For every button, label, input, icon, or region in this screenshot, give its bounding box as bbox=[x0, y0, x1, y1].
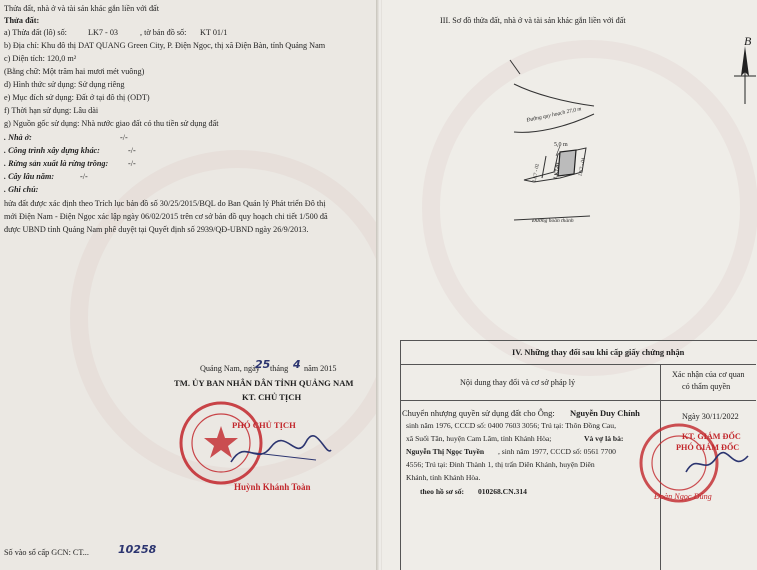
construction-value: -/- bbox=[128, 146, 136, 155]
usage-term: f) Thời hạn sử dụng: Lâu dài bbox=[4, 106, 99, 115]
registry-label: Số vào sổ cấp GCN: CT... bbox=[4, 548, 89, 557]
road-top-label: Đường quy hoạch 27,0 m bbox=[525, 106, 582, 124]
diagram-header: III. Sơ đồ thửa đất, nhà ở và tài sản khác gắn liền với đất bbox=[440, 16, 626, 25]
compass-arrow-icon bbox=[734, 46, 756, 106]
issue-date-year: năm 2015 bbox=[304, 364, 337, 373]
note-line-3: được UBND tỉnh Quảng Nam phê duyệt tại Quyết định số 2939/QĐ-UBND ngày 26/9/2013. bbox=[4, 225, 309, 234]
confirm-signature-icon bbox=[682, 448, 752, 480]
deputy-chairman-title: PHÓ CHỦ TỊCH bbox=[232, 420, 296, 430]
right-page bbox=[382, 0, 757, 570]
signer-name: Huỳnh Khánh Toàn bbox=[234, 482, 311, 492]
trees-label: . Cây lâu năm: bbox=[4, 172, 55, 181]
confirm-role-1: KT. GIÁM ĐỐC bbox=[682, 432, 741, 441]
authority-name: TM. ỦY BAN NHÂN DÂN TỈNH QUẢNG NAM bbox=[174, 378, 354, 388]
parcel-area: c) Diện tích: 120,0 m² bbox=[4, 54, 77, 63]
notes-label: . Ghi chú: bbox=[4, 185, 39, 194]
entry-line-2: sinh năm 1976, CCCD số: 0400 7603 3056; Trú tại: Thôn Đồng Cau, bbox=[406, 421, 616, 430]
signature-icon bbox=[226, 432, 336, 472]
changes-title: IV. Những thay đổi sau khi cấp giấy chứng nhận bbox=[512, 348, 685, 357]
column-confirm-header-2: có thẩm quyền bbox=[682, 382, 731, 391]
usage-origin: g) Nguồn gốc sử dụng: Nhà nước giao đất có thu tiền sử dụng đất bbox=[4, 119, 219, 128]
dossier-number: 010268.CN.314 bbox=[478, 487, 527, 496]
issue-date-month-label: tháng bbox=[270, 364, 289, 373]
table-divider bbox=[400, 364, 756, 365]
map-sheet-number: KT 01/1 bbox=[200, 28, 228, 37]
compass-north-label: B bbox=[744, 34, 752, 48]
usage-form: d) Hình thức sử dụng: Sử dụng riêng bbox=[4, 80, 125, 89]
entry-spouse-label: Và vợ là bà: bbox=[584, 434, 624, 443]
lot-current-label: LK7-03 bbox=[553, 162, 562, 180]
entry-line-4: , sinh năm 1977, CCCD số: 0561 7700 bbox=[498, 447, 616, 456]
forest-value: -/- bbox=[128, 159, 136, 168]
left-header: Thửa đất, nhà ở và tài sản khác gắn liền với đất bbox=[4, 4, 159, 13]
parcel-number: LK7 - 03 bbox=[88, 28, 119, 37]
parcel-number-label: a) Thửa đất (lô) số: bbox=[4, 28, 67, 37]
entry-line-6: Khánh, tỉnh Khánh Hòa. bbox=[406, 473, 481, 482]
dossier-label: theo hồ sơ số: bbox=[420, 487, 465, 496]
forest-label: . Rừng sản xuất là rừng trồng: bbox=[4, 159, 109, 168]
note-line-1: hửa đất được xác định theo Trích lục bản đồ số 30/25/2015/BQL do Ban Quản lý Phát triển Đô thị bbox=[4, 199, 326, 208]
signer-role: KT. CHỦ TỊCH bbox=[242, 392, 302, 402]
column-confirm-header-1: Xác nhận của cơ quan bbox=[672, 370, 745, 379]
entry-line-1-prefix: Chuyển nhượng quyền sử dụng đất cho Ông: bbox=[402, 408, 555, 418]
spouse-name: Nguyễn Thị Ngọc Tuyền bbox=[406, 447, 485, 456]
table-divider bbox=[400, 400, 756, 401]
construction-label: . Công trình xây dựng khác: bbox=[4, 146, 100, 155]
column-content-header: Nội dung thay đổi và cơ sở pháp lý bbox=[460, 378, 576, 387]
parcel-address: b) Địa chỉ: Khu đô thị DAT QUANG Green City, P. Điện Ngọc, thị xã Điện Bàn, tỉnh Quảng Nam bbox=[4, 41, 326, 50]
issue-month: 4 bbox=[293, 358, 301, 371]
section-parcel: Thửa đất: bbox=[4, 16, 40, 25]
issue-day: 25 bbox=[255, 358, 271, 371]
entry-line-3: xã Suối Tân, huyện Cam Lâm, tỉnh Khánh Hòa; bbox=[406, 434, 552, 443]
trees-value: -/- bbox=[80, 172, 88, 181]
map-sheet-label: , tờ bản đồ số: bbox=[140, 28, 187, 37]
usage-purpose: e) Mục đích sử dụng: Đất ở tại đô thị (ODT) bbox=[4, 93, 150, 102]
issue-date-prefix: Quảng Nam, ngày bbox=[200, 364, 260, 373]
buyer-name: Nguyễn Duy Chính bbox=[570, 408, 640, 418]
lot-right-label: LK7 - 04 bbox=[578, 157, 587, 177]
left-page bbox=[0, 0, 378, 570]
house-value: -/- bbox=[120, 133, 128, 142]
confirm-date: Ngày 30/11/2022 bbox=[682, 412, 739, 421]
registry-number: 10258 bbox=[118, 543, 157, 556]
note-line-2: mới Điện Nam - Điện Ngọc xác lập ngày 06/02/2015 trên cơ sở bản đồ quy hoạch chi tiết 1/500 đã bbox=[4, 212, 328, 221]
dimension-top: 5,0 m bbox=[554, 142, 568, 148]
entry-line-5: 4556; Trú tại: Đinh Thành 1, thị trấn Diên Khánh, huyện Diên bbox=[406, 460, 595, 469]
house-label: . Nhà ở: bbox=[4, 133, 32, 142]
parcel-area-words: (Bằng chữ: Một trăm hai mươi mét vuông) bbox=[4, 67, 145, 76]
lot-left-label: LK7 - 02 bbox=[532, 163, 541, 183]
parcel-sketch bbox=[494, 44, 634, 230]
confirm-role-2: PHÓ GIÁM ĐỐC bbox=[676, 443, 740, 452]
confirm-signer-name: Đoàn Ngọc Dũng bbox=[654, 492, 712, 501]
road-bottom-label: Đường hoàn thành bbox=[532, 218, 574, 224]
